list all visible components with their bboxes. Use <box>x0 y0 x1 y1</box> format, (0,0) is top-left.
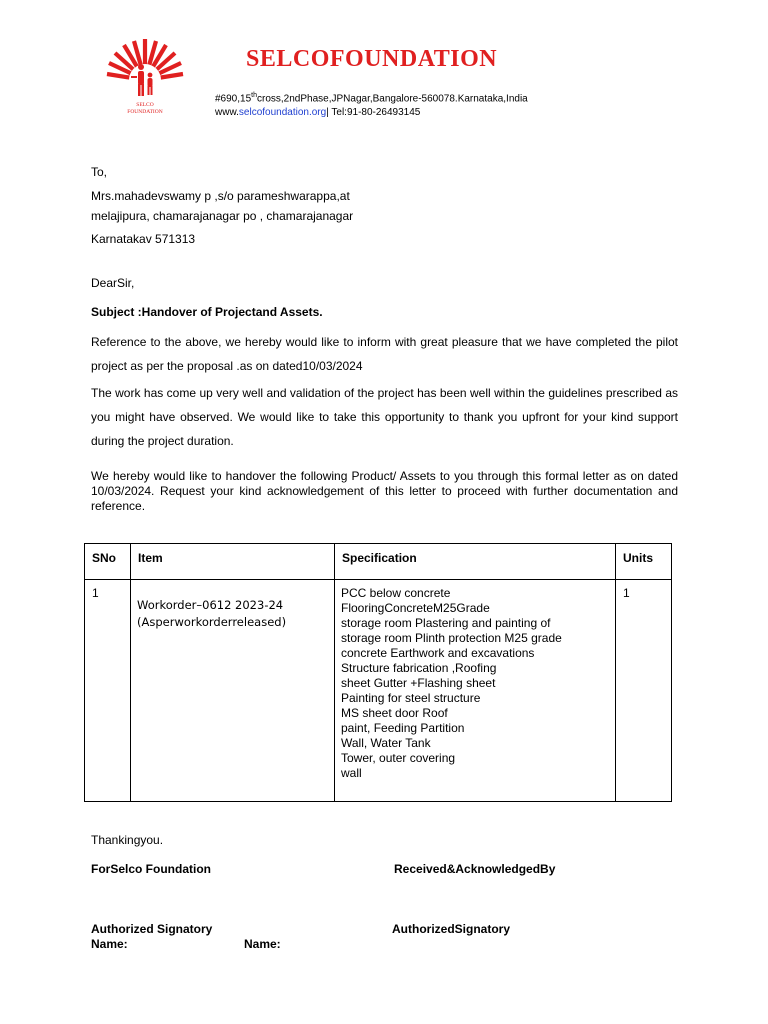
recipient-line-3: Karnatakav 571313 <box>91 232 196 246</box>
name-label-left: Name: <box>91 937 128 951</box>
spec-line: PCC below concrete <box>341 586 451 600</box>
header-specification: Specification <box>335 544 616 580</box>
table-row <box>85 580 672 802</box>
name-label-right: Name: <box>244 937 281 951</box>
authorized-signatory-right: AuthorizedSignatory <box>392 922 511 936</box>
organization-name: SELCOFOUNDATION <box>246 46 498 72</box>
spec-line: Wall, Water Tank <box>341 736 431 750</box>
cell-item <box>131 580 335 802</box>
spec-line: Tower, outer covering <box>341 751 456 765</box>
address-line <box>215 92 528 104</box>
spec-line: concrete Earthwork and excavations <box>341 646 535 660</box>
contact-line <box>215 107 420 118</box>
cell-units: 1 <box>616 580 672 802</box>
header-units: Units <box>616 544 672 580</box>
authorized-signatory-left: Authorized Signatory <box>91 922 213 936</box>
recipient-line-2: melajipura, chamarajanagar po , chamarajanagar <box>91 209 354 223</box>
spec-line: MS sheet door Roof <box>341 706 448 720</box>
header-sno: SNo <box>85 544 131 580</box>
web-prefix: www. <box>215 107 239 118</box>
paragraph-1: Reference to the above, we hereby would like to inform with great pleasure that we have completed the pilot project as per the proposal .as on dated10/03/2024 <box>91 335 678 373</box>
address-rest: cross,2ndPhase,JPNagar,Bangalore-560078.Karnataka,India <box>257 93 528 105</box>
spec-line: storage room Plinth protection M25 grade <box>341 631 562 645</box>
salutation: DearSir, <box>91 276 135 290</box>
spec-line: paint, Feeding Partition <box>341 721 465 735</box>
recipient-line-1: Mrs.mahadevswamy p ,s/o parameshwarappa,at <box>91 189 350 203</box>
item-note: (Asperworkorderreleased) <box>137 615 287 629</box>
svg-text:SELCO: SELCO <box>136 102 154 108</box>
thanks-line: Thankingyou. <box>91 833 164 847</box>
item-workorder: Workorder–0612 2023-24 <box>137 598 284 612</box>
header-item: Item <box>131 544 335 580</box>
handover-items-table <box>84 543 672 802</box>
received-acknowledged-label: Received&AcknowledgedBy <box>394 862 556 876</box>
spec-line: Painting for steel structure <box>341 691 481 705</box>
subject-line: Subject :Handover of Projectand Assets. <box>91 305 323 319</box>
cell-specification <box>335 580 616 802</box>
paragraph-2: The work has come up very well and validation of the project has been well within the guidelines prescribed as you might have observed. We would like to take this opportunity to thank you upfront for your kind support during the project duration. <box>91 386 678 448</box>
spec-line: sheet Gutter +Flashing sheet <box>341 676 496 690</box>
spec-line: storage room Plastering and painting of <box>341 616 551 630</box>
to-label: To, <box>91 165 108 179</box>
paragraph-3: We hereby would like to handover the following Product/ Assets to you through this formal letter as on dated 10/03/2024. Request your kind acknowledgement of this letter to proceed with further documentation and reference. <box>91 469 678 513</box>
address-prefix: #690,15 <box>215 93 252 105</box>
signer-organization: ForSelco Foundation <box>91 862 211 876</box>
spec-line: wall <box>341 766 362 780</box>
cell-sno: 1 <box>85 580 131 802</box>
address-superscript: th <box>251 92 257 99</box>
spec-line: FlooringConcreteM25Grade <box>341 601 490 615</box>
website-link[interactable]: selcofoundation.org <box>238 107 327 118</box>
spec-line: Structure fabrication ,Roofing <box>341 661 497 675</box>
table-header-row <box>85 544 672 580</box>
selco-foundation-logo <box>104 36 186 118</box>
svg-text:FOUNDATION: FOUNDATION <box>127 109 163 115</box>
telephone: | Tel:91-80-26493145 <box>326 107 421 118</box>
